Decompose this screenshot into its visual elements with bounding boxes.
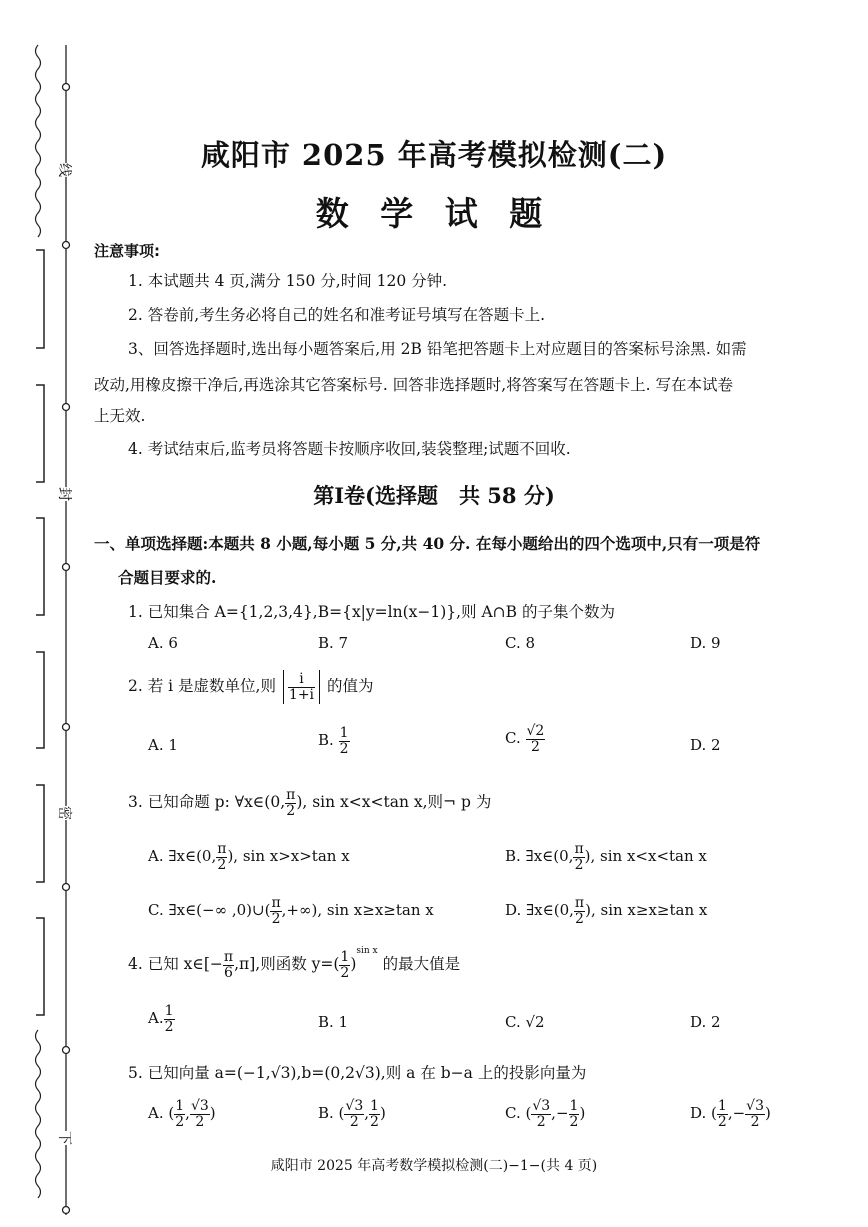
page-footer: 咸阳市 2025 年高考数学模拟检测(二)−1−(共 4 页) (270, 1158, 598, 1174)
q5-c-d2: 2 (569, 1113, 579, 1130)
q4-option-a-label: A. (148, 1009, 164, 1028)
q5-b-n1: √3 (345, 1098, 364, 1114)
q4-option-a (148, 1004, 175, 1034)
q3-c-post: ,+∞), sin x≥x≥tan x (281, 901, 434, 920)
q3-option-b (505, 842, 707, 872)
q3-b-post: ), sin x<x<tan x (584, 847, 707, 866)
q1-option-a: A. 6 (148, 634, 178, 652)
question-1-stem: 1. 已知集合 A={1,2,3,4},B={x|y=ln(x−1)},则 A∩B 的子集个数为 (128, 603, 615, 621)
note-3-cont: 改动,用橡皮擦干净后,再选涂其它答案标号. 回答非选择题时,将答案写在答题卡上. 写在本试卷 (94, 376, 733, 394)
part-instruction-cont: 合题目要求的. (118, 568, 217, 587)
q3-a-pi: π (217, 841, 227, 857)
q5-d-n2: √3 (746, 1098, 764, 1114)
q5-c-neg: − (555, 1104, 569, 1123)
q5-a-d1: 2 (175, 1113, 185, 1130)
q2-c-den: 2 (530, 738, 540, 755)
q4-exponent: sin x (356, 946, 378, 957)
q5-c-close: ) (579, 1104, 586, 1123)
q4-one: 1 (340, 949, 350, 965)
q5-c-comma: , (551, 1104, 556, 1123)
q1-option-b: B. 7 (318, 634, 349, 652)
q5-c-n1: √3 (532, 1098, 551, 1114)
q4-pi: π (223, 949, 234, 965)
q4-stem-mid: ,π],则函数 y=( (234, 955, 340, 974)
note-2: 2. 答卷前,考生务必将自己的姓名和准考证号填写在答题卡上. (128, 306, 546, 324)
q2-option-b (318, 726, 350, 756)
q3-option-a (148, 842, 350, 872)
q4-option-d: D. 2 (690, 1013, 721, 1031)
q2-stem-pre: 2. 若 i 是虚数单位,则 (128, 677, 276, 696)
q3-a-post: ), sin x>x>tan x (227, 847, 350, 866)
note-4: 4. 考试结束后,监考员将答题卡按顺序收回,装袋整理;试题不回收. (128, 440, 571, 458)
q3-pi: π (286, 787, 296, 803)
q5-option-c (505, 1099, 585, 1129)
q5-b-d2: 2 (370, 1113, 379, 1130)
q5-d-comma: , (727, 1104, 733, 1123)
question-4-stem (128, 946, 461, 981)
q2-frac-den: 1+i (288, 686, 315, 703)
q3-b-pi: π (574, 841, 584, 857)
q3-d-two: 2 (575, 910, 584, 927)
q3-c-pi: π (271, 895, 281, 911)
q4-option-b: B. 1 (318, 1013, 349, 1031)
q3-b-two: 2 (574, 856, 584, 873)
q3-d-pre: D. ∃x∈(0, (505, 901, 574, 920)
margin-label-line: 线 (55, 163, 75, 177)
q2-option-c-label: C. (505, 729, 521, 748)
q3-option-d (505, 896, 707, 926)
q5-option-b (318, 1099, 386, 1129)
q5-option-a (148, 1099, 216, 1129)
note-3: 3、回答选择题时,选出每小题答案后,用 2B 铅笔把答题卡上对应题目的答案标号涂黑. 如需 (128, 340, 747, 358)
q2-option-d: D. 2 (690, 736, 721, 754)
margin-label-seal: 封 (55, 487, 75, 501)
q4-stem-post: ) (350, 955, 357, 974)
q5-b-label: B. ( (318, 1104, 345, 1123)
q5-d-n1: 1 (717, 1098, 727, 1114)
q3-a-two: 2 (217, 856, 227, 873)
note-3-cont2: 上无效. (94, 407, 146, 425)
q3-c-pre: C. ∃x∈(−∞ ,0)∪( (148, 901, 271, 920)
q5-d-d2: 2 (750, 1113, 760, 1130)
q3-c-two: 2 (271, 910, 281, 927)
q2-frac-num: i (288, 672, 315, 688)
q5-d-neg: − (732, 1104, 746, 1123)
q1-option-d: D. 9 (690, 634, 721, 652)
q4-stem-end: 的最大值是 (377, 955, 461, 974)
q5-b-d1: 2 (349, 1113, 359, 1130)
q5-c-d1: 2 (536, 1113, 546, 1130)
question-5-stem: 5. 已知向量 a=(−1,√3),b=(0,2√3),则 a 在 b−a 上的投影向量为 (128, 1064, 587, 1082)
q2-b-den: 2 (339, 740, 349, 757)
q5-a-n1: 1 (175, 1098, 185, 1114)
q3-two: 2 (286, 802, 296, 819)
q2-b-num: 1 (339, 725, 349, 741)
q5-b-comma: , (364, 1104, 370, 1123)
q5-d-close: ) (765, 1104, 771, 1123)
q5-a-d2: 2 (195, 1113, 205, 1130)
q1-option-c: C. 8 (505, 634, 536, 652)
q5-a-n2: √3 (190, 1098, 209, 1114)
q5-b-close: ) (379, 1104, 386, 1123)
q4-two: 2 (340, 964, 350, 981)
q2-abs-fraction (283, 670, 320, 704)
note-1: 1. 本试题共 4 页,满分 150 分,时间 120 分钟. (128, 272, 448, 290)
q5-a-label: A. ( (148, 1104, 175, 1123)
q2-stem-post: 的值为 (326, 677, 374, 696)
q4-a-den: 2 (164, 1018, 174, 1035)
q3-b-pre: B. ∃x∈(0, (505, 847, 574, 866)
q4-a-num: 1 (164, 1003, 174, 1019)
margin-label-secret: 密 (55, 806, 75, 820)
question-3-stem (128, 788, 491, 818)
section-title: 第Ⅰ卷(选择题 共 58 分) (313, 483, 555, 508)
binding-margin (0, 0, 90, 1227)
q3-d-post: ), sin x≥x≥tan x (585, 901, 708, 920)
q2-option-c (505, 724, 545, 754)
q3-option-c (148, 896, 434, 926)
q5-d-d1: 2 (717, 1113, 727, 1130)
q5-c-label: C. ( (505, 1104, 532, 1123)
exam-title: 咸阳市 2025 年高考模拟检测(二) (200, 138, 668, 172)
margin-label-below: 下 (55, 1131, 75, 1145)
q3-stem-pre: 3. 已知命题 p: ∀x∈(0, (128, 793, 286, 812)
notes-heading: 注意事项: (94, 242, 160, 260)
question-2-stem (128, 670, 373, 704)
q5-a-comma: , (185, 1104, 190, 1123)
q2-c-num: √2 (526, 723, 545, 739)
q5-option-d (690, 1099, 771, 1129)
q4-six: 6 (224, 964, 233, 981)
q2-option-b-label: B. (318, 731, 334, 750)
q3-a-pre: A. ∃x∈(0, (148, 847, 217, 866)
q5-a-close: ) (209, 1104, 216, 1123)
q5-c-n2: 1 (569, 1098, 579, 1114)
q5-b-n2: 1 (370, 1098, 379, 1114)
q3-d-pi: π (574, 895, 585, 911)
q2-option-a: A. 1 (148, 736, 178, 754)
q4-option-c: C. √2 (505, 1013, 545, 1031)
part-instruction: 一、单项选择题:本题共 8 小题,每小题 5 分,共 40 分. 在每小题给出的四个选项中,只有一项是符 (94, 534, 761, 553)
q3-stem-post: ), sin x<x<tan x,则¬ p 为 (296, 793, 492, 812)
q5-d-label: D. ( (690, 1104, 717, 1123)
exam-subject: 数 学 试 题 (315, 194, 553, 233)
q4-stem-pre: 4. 已知 x∈[− (128, 955, 223, 974)
